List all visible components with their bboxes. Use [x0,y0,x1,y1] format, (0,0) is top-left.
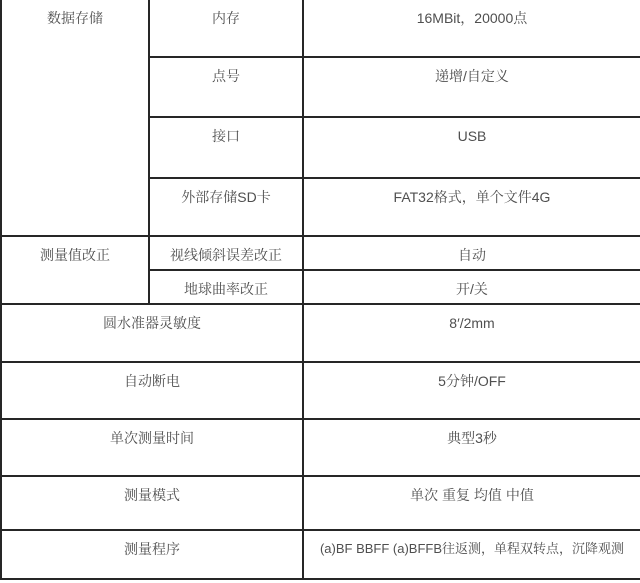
value-cell-point-number: 递增/自定义 [303,57,640,117]
label-cell-sd-card: 外部存储SD卡 [149,178,303,236]
table-row [1,362,640,419]
label-cell-single-measure-time: 单次测量时间 [1,419,303,476]
value-cell-vial-sensitivity: 8′/2mm [303,304,640,362]
label-cell-point-number: 点号 [149,57,303,117]
label-cell-measure-mode: 测量模式 [1,476,303,530]
category-cell-measure-correction: 测量值改正 [1,236,149,304]
value-cell-earth-curvature: 开/关 [303,270,640,304]
label-cell-tilt-correction: 视线倾斜误差改正 [149,236,303,270]
category-cell-data-storage: 数据存储 [1,0,149,236]
value-cell-single-measure-time: 典型3秒 [303,419,640,476]
table-row [1,304,640,362]
table-row [1,0,640,57]
label-cell-auto-power-off: 自动断电 [1,362,303,419]
label-cell-interface: 接口 [149,117,303,178]
label-cell-memory: 内存 [149,0,303,57]
table-row [1,419,640,476]
table-row [1,476,640,530]
value-cell-interface: USB [303,117,640,178]
table-row [1,236,640,270]
value-cell-memory: 16MBit，20000点 [303,0,640,57]
label-cell-vial-sensitivity: 圆水准器灵敏度 [1,304,303,362]
value-cell-sd-card: FAT32格式，单个文件4G [303,178,640,236]
value-cell-tilt-correction: 自动 [303,236,640,270]
label-cell-measure-program: 测量程序 [1,530,303,579]
value-cell-measure-program: (a)BF BBFF (a)BFFB往返测，单程双转点，沉降观测 [303,530,640,579]
table-row [1,530,640,579]
value-cell-measure-mode: 单次 重复 均值 中值 [303,476,640,530]
label-cell-earth-curvature: 地球曲率改正 [149,270,303,304]
value-cell-auto-power-off: 5分钟/OFF [303,362,640,419]
